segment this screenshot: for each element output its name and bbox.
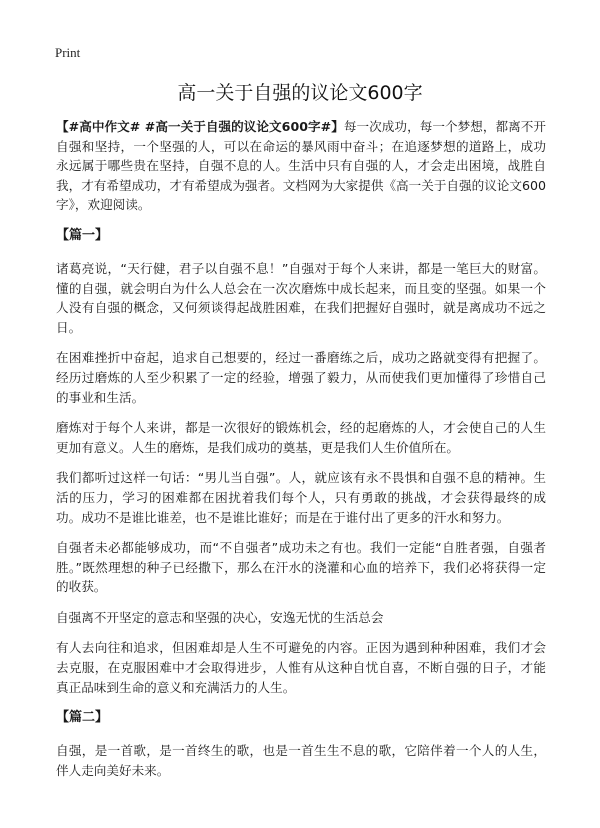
article-body (56, 117, 546, 791)
section-1-paragraph: 磨炼对于每个人来讲，都是一次很好的锻炼机会，经的起磨炼的人，才会使自己的人生更加有意义。人生的磨炼，是我们成功的奠基，更是我们人生价值所在。 (56, 420, 546, 455)
intro-paragraph (56, 117, 546, 215)
section-heading-1: 【篇一】 (56, 227, 109, 243)
section-1-paragraph: 诸葛亮说，“天行健，君子以自强不息！”自强对于每个人来讲，都是一笔巨大的财富。懂的自强，就会明白为什么人总会在一次次磨炼中成长起来，而且变的坚强。如果一个人没有自强的概念，又何须谈得起战胜困难，在我们把握好自强时，就是离成功不远之日。 (56, 260, 546, 335)
intro-text: 每一次成功，每一个梦想，都离不开自强和坚持，一个坚强的人，可以在命运的暴风雨中奋斗；在追逐梦想的道路上，成功永远属于哪些贵在坚持，自强不息的人。生活中只有自强的人，才会走出困境，战胜自我，才有希望成功，才有希望成为强者。文档网为大家提供《高一关于自强的议论文600字》，欢迎阅读。 (56, 119, 547, 213)
section-1-paragraph: 有人去向往和追求，但困难却是人生不可避免的内容。正因为遇到种种困难，我们才会去克服，在克服困难中才会取得进步，人惟有从这种自忧自喜，不断自强的日子，才能真正品味到生命的意义和充满活力的人生。 (56, 640, 546, 695)
section-1-paragraph: 在困难挫折中奋起，追求自己想要的，经过一番磨练之后，成功之路就变得有把握了。经历过磨炼的人至少积累了一定的经验，增强了毅力，从而使我们更加懂得了珍惜自己的事业和生活。 (56, 350, 546, 405)
section-heading-2: 【篇二】 (56, 710, 109, 726)
section-1-paragraph: 自强离不开坚定的意志和坚强的决心，安逸无忧的生活总会 (56, 609, 384, 625)
section-1-paragraph: 自强者未必都能够成功，而“不自强者”成功未之有也。我们一定能“自胜者强，自强者胜。”既然理想的种子已经撒下，那么在汗水的浇灌和心血的培养下，我们必将获得一定的收获。 (56, 540, 546, 595)
section-1-paragraph: 我们都听过这样一句话：“男儿当自强”。人，就应该有永不畏惧和自强不息的精神。生活的压力，学习的困难都在困扰着我们每个人，只有勇敢的挑战，才会获得最终的成功。成功不是谁比谁差，也不是谁比谁好；而是在于谁付出了更多的汗水和努力。 (56, 470, 546, 525)
section-2-paragraph: 自强，是一首歌，是一首终生的歌，也是一首生生不息的歌，它陪伴着一个人的人生，伴人走向美好未来。 (56, 743, 546, 778)
page-title: 高一关于自强的议论文600字 (177, 82, 423, 104)
intro-tag: 【#高中作文# #高一关于自强的议论文600字#】 (56, 119, 344, 134)
print-link[interactable]: Print (55, 45, 81, 60)
